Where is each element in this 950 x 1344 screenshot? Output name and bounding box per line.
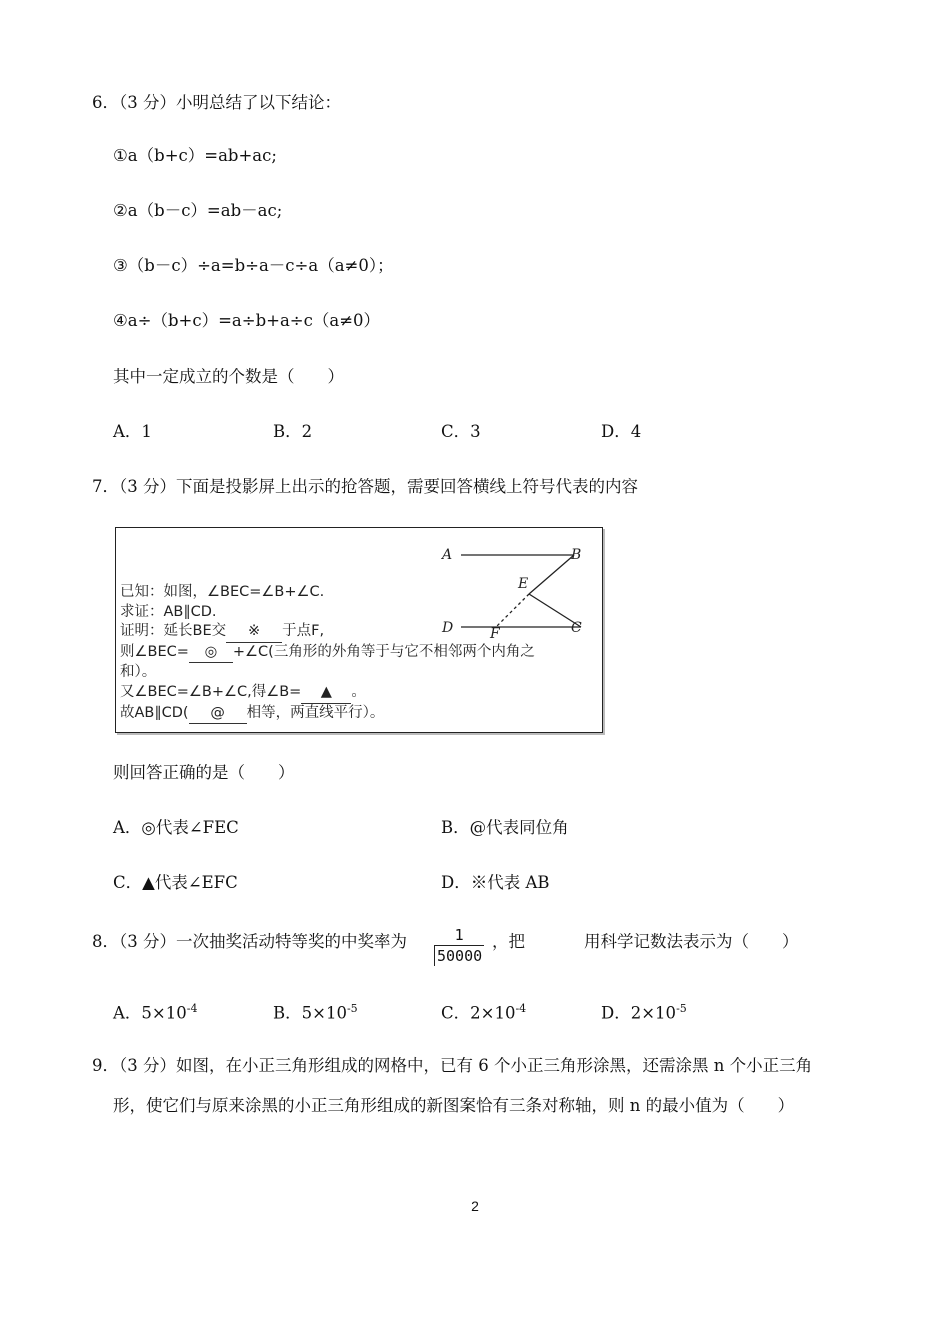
q7-option-c: C．▲代表∠EFC [113,873,238,892]
q9-stem-line-2: 形，使它们与原来涂黑的小正三角形组成的新图案恰有三条对称轴，则 n 的最小值为（ ） [113,1096,795,1115]
proof-line-3: 证明：延长BE交 ※ 于点F, [120,622,535,643]
label-c: C [571,620,582,636]
q7-stem: 7．（3 分）下面是投影屏上出示的抢答题，需要回答横线上符号代表的内容 [92,477,638,496]
fraction-numerator: 1 [454,926,464,944]
blank-triangle: ▲ [301,683,351,704]
fraction-denominator: 50000 [434,945,484,966]
q7-option-d: D．※代表 AB [441,873,550,892]
proof-given: 已知：如图，∠BEC=∠B+∠C. [120,584,325,600]
proof-line-6: 又∠BEC=∠B+∠C,得∠B= ▲ 。 [120,683,535,704]
q6-item-3: ③（b－c）÷a=b÷a－c÷a（a≠0）； [113,256,394,275]
q6-option-d: D．4 [601,422,642,441]
label-e: E [518,576,529,592]
q8-stem-b: ，把 [492,932,525,951]
proof-line-7: 故AB∥CD( @ 相等，两直线平行）。 [120,704,535,725]
q7-option-a: A．◎代表∠FEC [113,818,239,837]
proof-line-4: 则∠BEC= ◎ +∠C(三角形的外角等于与它不相邻两个内角之 [120,643,535,664]
blank-reference-mark: ※ [226,622,282,643]
q8-option-c: C．$2\times 10^{-4}$ [441,1002,527,1023]
blank-double-circle: ◎ [189,643,233,664]
q6-item-2: ②a（b－c）=ab－ac; [113,201,283,220]
q6-stem: 6．（3 分）小明总结了以下结论： [92,93,341,112]
label-b: B [571,547,582,563]
segment-be [529,555,574,594]
q6-option-a: A．1 [113,422,152,441]
proof-to-prove: 求证：AB∥CD. [120,603,217,620]
q8-option-a: A．$5\times 10^{-4}$ [113,1002,198,1023]
proof-line-5: 和）。 [120,664,157,681]
q6-item-1: ①a（b+c）=ab+ac; [113,146,277,165]
q7-projection-figure [115,527,603,733]
label-f: F [490,626,500,642]
q7-proof-text [120,583,535,724]
q8-stem-a: 8．（3 分）一次抽奖活动特等奖的中奖率为 [92,932,407,951]
q8-fraction [434,925,484,966]
q8-option-b: B．$5\times 10^{-5}$ [273,1002,358,1023]
page-number: 2 [471,1198,479,1214]
q6-option-c: C．3 [441,422,481,441]
label-a: A [442,547,453,563]
q9-stem-line-1: 9．（3 分）如图，在小正三角形组成的网格中，已有 6 个小正三角形涂黑，还需涂黑 n 个小正三角 [92,1056,813,1075]
q7-option-b: B．@代表同位角 [441,818,569,837]
q6-question: 其中一定成立的个数是（ ） [113,367,344,386]
blank-at-sign: @ [189,704,247,725]
q8-option-d: D．$2\times 10^{-5}$ [601,1002,687,1023]
q6-item-4: ④a÷（b+c）=a÷b+a÷c（a≠0） [113,311,381,330]
q6-option-b: B．2 [273,422,313,441]
label-d: D [442,620,454,636]
q7-question: 则回答正确的是（ ） [113,763,295,782]
q8-stem-c: 用科学记数法表示为（ ） [584,932,799,951]
